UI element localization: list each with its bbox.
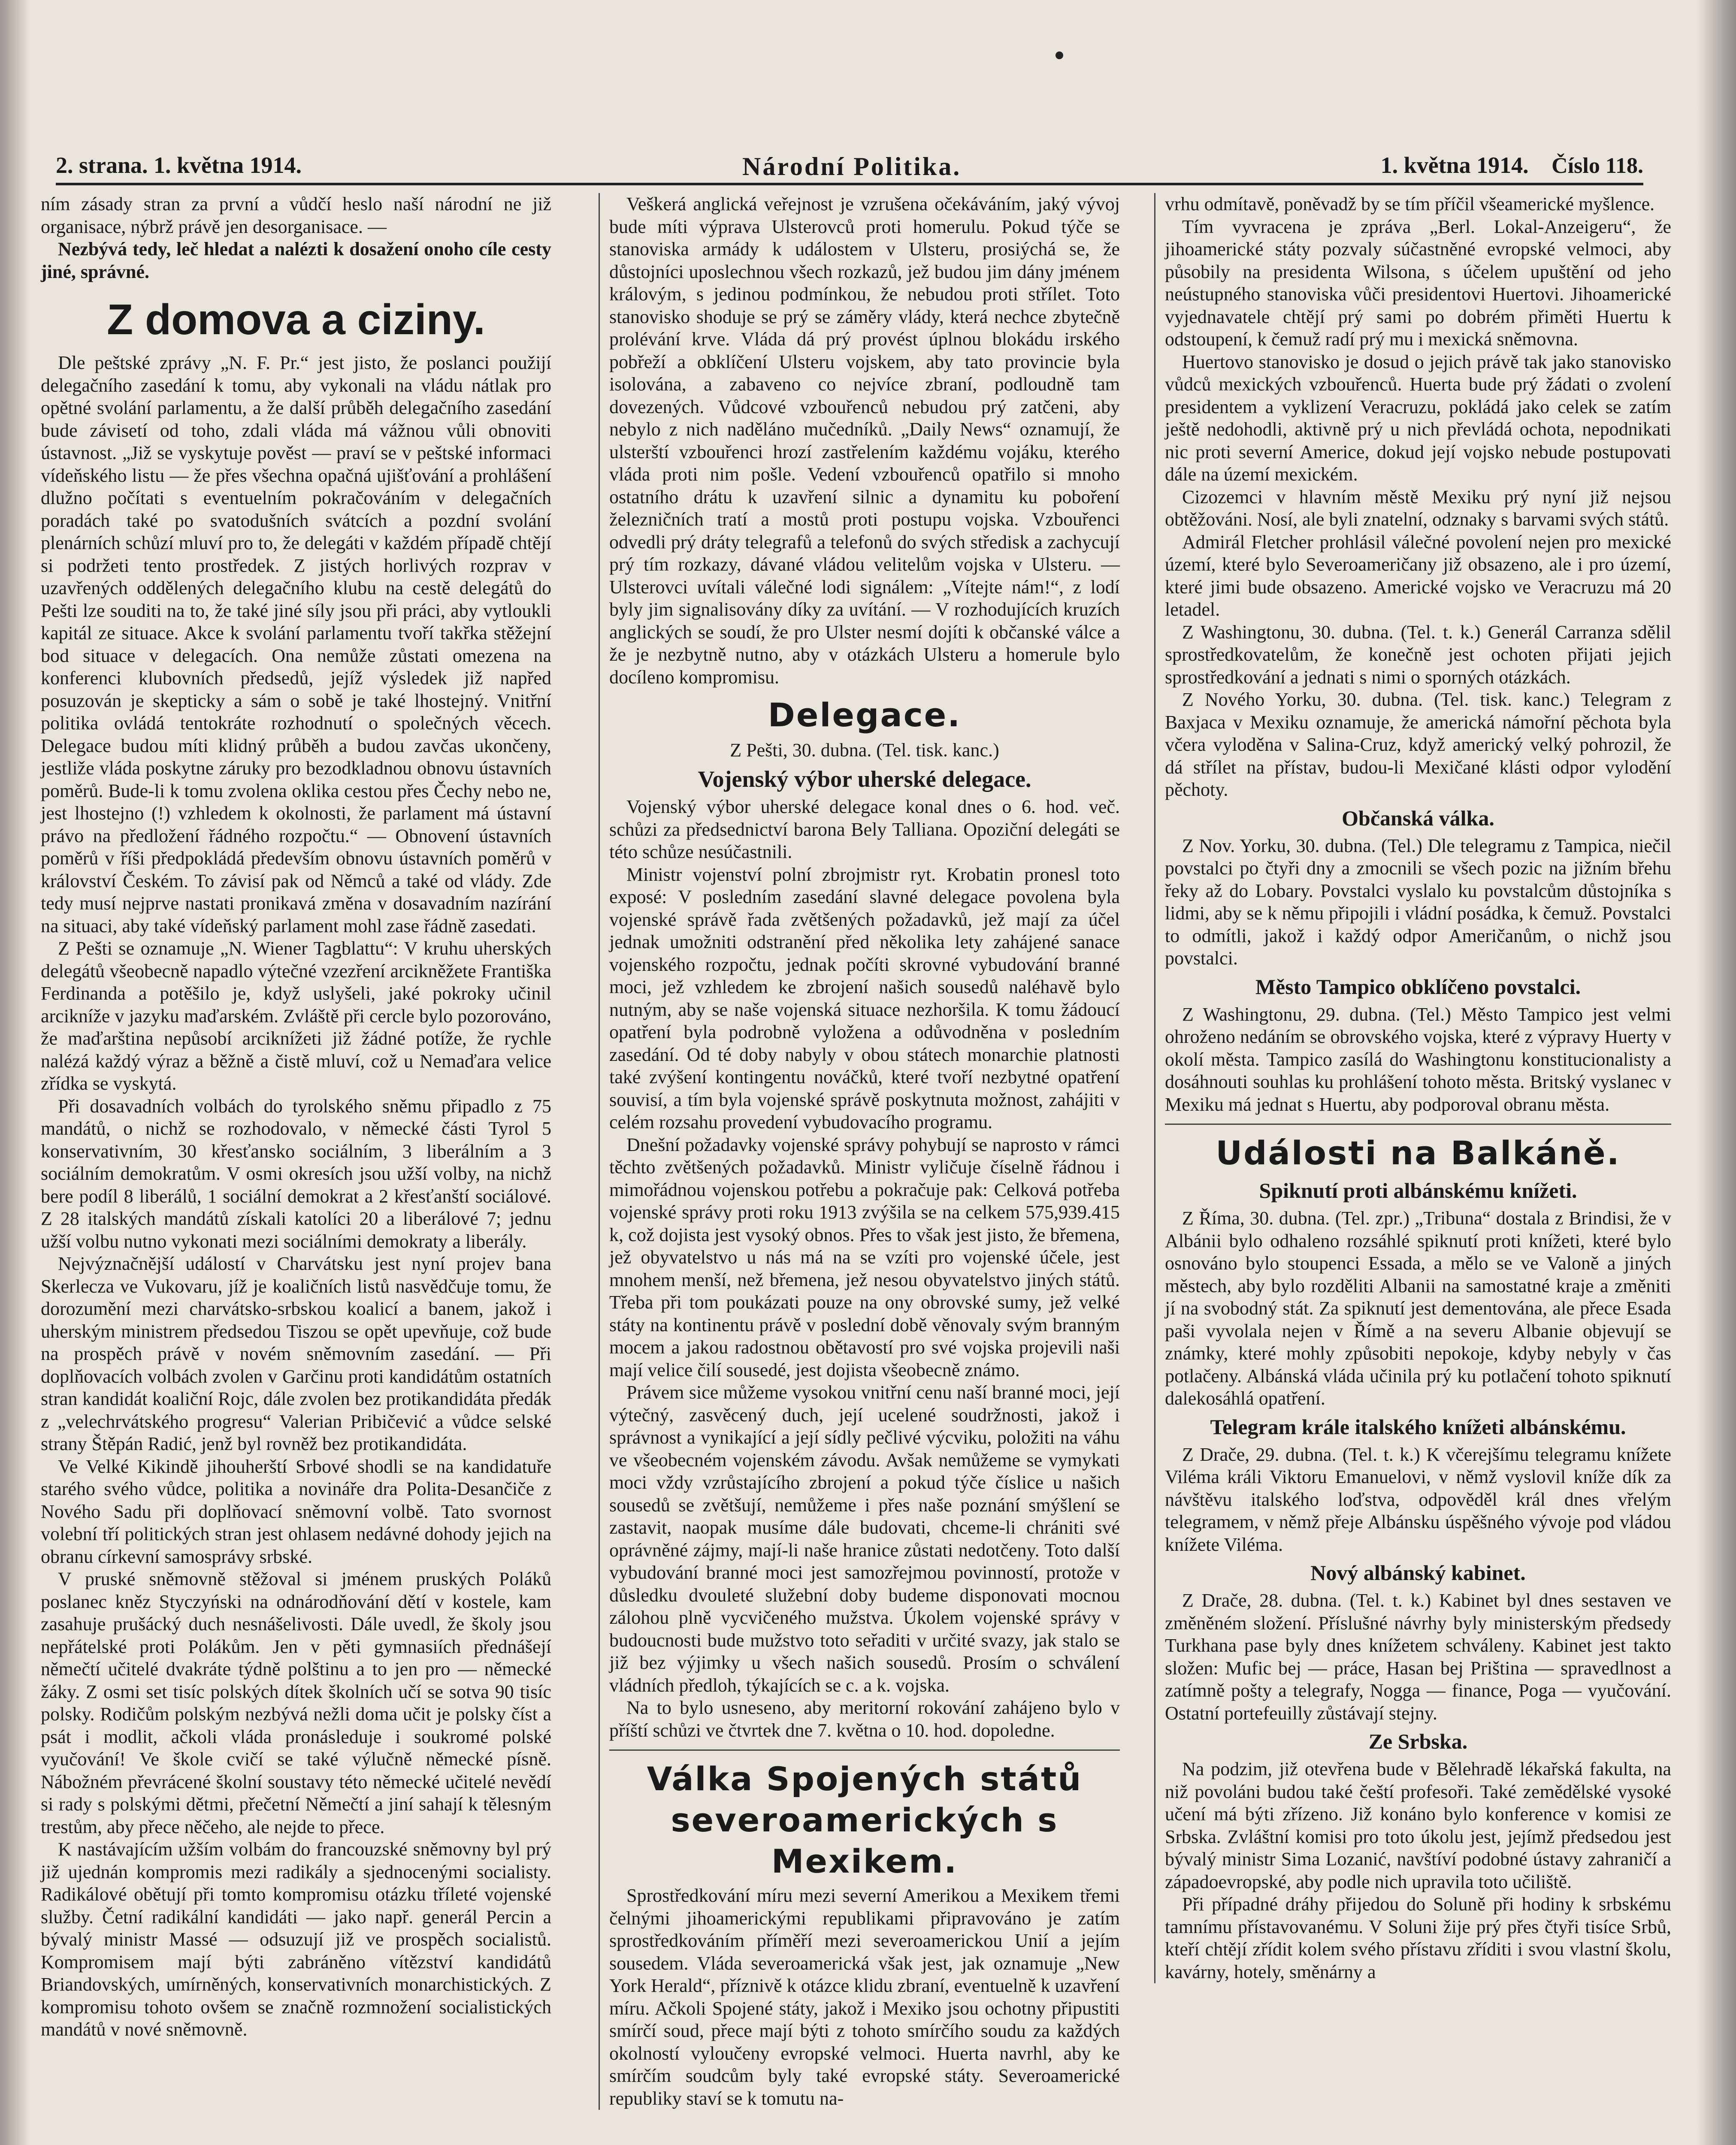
paragraph: Na podzim, již otevřena bude v Bělehradě lékařská fakulta, na niž povoláni budou také čeští profesoři. Také zemědělské vysoké učení má býti zřízeno. Již konáno bylo konference v komisi ze Srbska. Zvláštní komisi pro toto úkolu jest, jejímž předsedou jest bývalý ministr Sima Lozanić, navštíví podobné ústavy zahraničí a západoevropské, aby podle nich upravila toto učiliště. (1165, 1758, 1671, 1892)
paragraph: Nezbývá tedy, leč hledat a nalézti k dosažení onoho cíle cesty jiné, správné. (41, 239, 551, 282)
paragraph: K nastávajícím užším volbám do francouzské sněmovny byl prý již ujednán kompromis mezi radikály a sjednocenými socialisty. Radikálové obětují při tomto kompromisu otázku tříleté vojenské služby. Četní radikální kandidáti — jako např. generál Percin a bývalý ministr Massé — odsuzují již ve prospěch socialistů. Kompromisem mají býti zabráněno vítězství kandidátů Briandovských, umírněných, konservativních monarchistických. Z kompromisu tohoto ovšem se značně rozmnožení socialistických mandátů v nové sněmovně. (41, 1839, 551, 2040)
paragraph: ním zásady stran za první a vůdčí heslo naší národní ne již organisace, nýbrž právě jen desorganisace. — (41, 193, 551, 237)
paragraph: Dle peštské zprávy „N. F. Pr.“ jest jisto, že poslanci použijí delegačního zasedání k tomu, aby vykonali na vládu nátlak pro opětné svolání parlamentu, a že další průběh delegačního zasedání bude závisetí od toho, zdali vláda má vážnou vůli obnoviti ústavnost. „Již se vyskytuje pověst — praví se v peštské informaci vídeňského listu — že přes všechna opačná ujišťování a prohlášení dlužno počítati s eventuelním pokračováním v delegačních poradách také po svatodušních svátcích a pozdní svolání plenárních schůzí mluví pro to, že delegáti v každém případě chtějí si podržeti tento prostředek. Z jistých horlivých rozprav v uzavřených oddělených delegačního klubu na cestě delegátů do Pešti lze souditi na to, že také jiné síly jsou při práci, aby vytloukli kapitál ze situace. Akce k svolání parlamentu tvoří takřka stěžejní bod situace v delegacích. Ona nemůže zůstati omezena na konferenci klubovních předsedů, jejíž výsledek již napřed posuzován je skepticky a sám o sobě je také lhostejný. Vnitřní politika ovládá tentokráte rozhodnutí o společných věcech. Delegace budou míti klidný průběh a budou zavčas ukončeny, jestliže vláda poskytne záruky pro bezodkladnou obnovu ústavních poměrů. Bude-li k tomu zvolena oklika cestou přes Čechy nebo ne, jest lhostejno (!) vzhledem k okolnosti, že parlament má ústavní právo na předložení řádného rozpočtu.“ — Obnovení ústavních poměrů v říši předpokládá především obnovu ústavních poměrů v království Českém. To závisí pak od Němců a také od vlády. Zde tedy musí nejprve nastati pronikavá změna v dosavadním nazírání na situaci, aby také vídeňský parlament mohl zase řádně zasedati. (41, 352, 551, 937)
subheading: Občanská válka. (1342, 806, 1494, 830)
paragraph: Z Drače, 29. dubna. (Tel. t. k.) K včerejšímu telegramu knížete Viléma králi Viktoru Emanuelovi, v němž vyslovil kníže dík za návštěvu italského loďstva, odpověděl král dnes vřelým telegramem, v němž přeje Albánsku úspěšného vývoje pod vládou knížete Viléma. (1165, 1444, 1671, 1555)
paragraph: Z Nového Yorku, 30. dubna. (Tel. tisk. kanc.) Telegram z Baxjaca v Mexiku oznamuje, že americká námořní pěchota byla včera vyloděna v Salina-Cruz, když americký velký pohrozil, že dá střílet na přístav, budou-li Mexičané klásti odpor vylodění pěchoty. (1165, 689, 1671, 800)
subheading: Město Tampico obklíčeno povstalci. (1255, 974, 1581, 999)
page-edge-right (1697, 0, 1736, 2145)
column-2 (599, 193, 1120, 2110)
section-heading: Válka Spojených států severoamerických s Mexikem. (647, 1760, 1083, 1880)
paragraph: Ministr vojenství polní zbrojmistr ryt. Krobatin pronesl toto exposé: V posledním zasedání slavné delegace povolena byla vojenské správě řada zvětšených požadavků, jež mají za účel jednak umožniti odstranění před několika lety zahájené sanace vojenského rozpočtu, jednak počíti skrovné vybudování branné moci, jež vzhledem ke zbrojení našich sousedů naléhavě bylo nutným, aby se naše vojenská situace nezhoršila. K tomu žádoucí opatření byla podrobně vyložena a odůvodněna v posledním zasedání. Od té doby nabyly v obou státech monarchie platnosti také zvýšení kontingentu nováčků, které tvoří nezbytné opatření souvisí, a tím byla vojenské správě poskytnuta možnost, zahájiti v celém rozsahu provedení vybudovacího programu. (609, 864, 1120, 1133)
page-edge-left (0, 0, 30, 2145)
paragraph: Nejvýznačnější událostí v Charvátsku jest nyní projev bana Skerlecza ve Vukovaru, jíž je koaličních listů nasvědčuje tomu, že dorozumění mezi charvátsko-srbskou koalicí a banem, jakož i uherským ministrem předsedou Tiszou se opět upevňuje, což bude na prospěch právě v novém sněmovním zasedání. — Při doplňovacích volbách zvolen v Garčinu proti kandidátům ostatních stran kandidát koaliční Rojc, dále zvolen bez protikandidáta předák z „velechrvátského progresu“ Valerian Pribičević a vůdce selské strany Štěpán Radić, jenž byl rovněž bez protikandidáta. (41, 1253, 551, 1454)
paragraph: Z Nov. Yorku, 30. dubna. (Tel.) Dle telegramu z Tampica, niečil povstalci po čtyři dny a zmocnili se všech pozic na jižním břehu řeky až do Lobary. Povstalci vyslalo ku povstalcům důstojníka s lidmi, aby se k němu připojili i vládní posádka, k čemuž. Povstalci to odmítli, jakož i každý odpor Američanům, o nichž jsou povstalci. (1165, 835, 1671, 969)
masthead (56, 149, 1643, 185)
masthead-number: Číslo 118. (1552, 154, 1643, 178)
paragraph: Ve Velké Kikindě jihouherští Srbové shodli se na kandidatuře starého svého vůdce, politika a novináře dra Polita-Desančiče z Nového Sadu při doplňovací sněmovní volbě. Tato svornost volební tří politických stran jest ohlasem nedávné dohody jejich na obranu církevní samosprávy srbské. (41, 1456, 551, 1567)
paragraph: Sprostředkování míru mezi severní Amerikou a Mexikem třemi čelnými jihoamerickými republikami připravováno je zatím sprostředkováním příměří mezi severoamerickou Unií a jejím sousedem. Vláda severoamerická však jest, jak oznamuje „New York Herald“, příznivě k otázce klidu zbraní, eventuelně k uzavření míru. Ačkoli Spojené státy, jakož i Mexiko jsou ochotny připustiti smírčí soud, přece mají býti z tohoto smírčího soudu za každých okolností vyloučeny evropské velmoci. Huerta navrhl, aby ke smírčím soudcům byly také evropské státy. Severoamerické republiky staví se k tomutu na- (609, 1885, 1120, 2109)
paragraph: Při případné dráhy přijedou do Soluně při hodiny k srbskému tamnímu přístavovanému. V Soluni žije prý přes čtyři tisíce Srbů, kteří chtějí zřídit kolem svého přístavu zříditi i svou vlastní školu, kavárny, hotely, směnárny a (1165, 1894, 1671, 1982)
subheading: Vojenský výbor uherské delegace. (698, 766, 1031, 792)
section-heading: Události na Balkáně. (1216, 1134, 1621, 1172)
paragraph: Veškerá anglická veřejnost je vzrušena očekáváním, jaký vývoj bude míti výprava Ulsterovců proti homerulu. Pokud týče se stanoviska armády k událostem v Ulsteru, prosiýchá se, že důstojníci uposlechnou všech rozkazů, jež budou jim dány jménem královým, s jedinou podmínkou, že nebudou proti střílet. Toto stanovisko shoduje se prý se záměry vlády, která nechce zbytečně prolévání krve. Vláda dá prý provést úplnou blokádu irského pobřeží a obklíčení Ulsteru vojskem, aby tato provincie byla isolována, a zabaveno co nejvíce zbraní, podloudně tam dovezených. Vůdcové vzbouřenců nebudou prý zatčeni, aby nebylo z nich naděláno mučedníků. „Daily News“ oznamují, že ulsterští vzbouřenci hrozí zastřelením každému vojáku, kterého vláda proti nim pošle. Vedení vzbouřenců opatřilo si mnoho ostatního drátu k uzavření silnic a dynamitu ku poboření železničních tratí a mostů proti postupu vojska. Vzbouřenci odvedli prý dráty telegrafů a telefonů do svých středisk a zachycují prý tím rozkazy, dávané vládou velitelům vojska v Ulsteru. — Ulsterovci uvítali válečné lodi signálem: „Vítejte nám!“, z lodí byly jim signalisovány díky za uvítání. — V rozhodujících kruzích anglických se soudí, že pro Ulster nesmí dojíti k občanské válce a že je nezbytně nutno, aby v otázkách Ulsteru a homerule bylo docíleno kompromisu. (609, 193, 1120, 688)
paragraph: Tím vyvracena je zpráva „Berl. Lokal-Anzeigeru“, že jihoamerické státy pozvaly súčastněné evropské velmoci, aby působily na presidenta Wilsona, s účelem upuštění od jeho neústupného stanoviska vůči presidentovi Huertovi. Jihoamerické vyjednavatele chtějí prý sami po dobrém přiměti Huertu k odstoupení, k čemuž radí prý mu i mexická sněmovna. (1165, 216, 1671, 350)
paragraph: Z Washingtonu, 30. dubna. (Tel. t. k.) Generál Carranza sdělil sprostředkovatelům, že konečně jest ochoten přijati jejich sprostředkování a jednati s nimi o sporných otázkách. (1165, 621, 1671, 688)
subheading: Spiknutí proti albánskému knížeti. (1259, 1178, 1577, 1202)
paragraph: Z Pešti se oznamuje „N. Wiener Tagblattu“: V kruhu uherských delegátů všeobecně napadlo výtečné vzezření arcikněžete Františka Ferdinanda a potěšilo je, když uslyšeli, jaké pokroky učinil arcikníže v jazyku maďarském. Zvláště při cercle bylo pozorováno, že maďarština nepůsobí arciknížeti již žádné potíže, že rychle nalézá každý výraz a běžně a čistě mluví, což u Nemaďara velice zřídka se vyskytá. (41, 938, 551, 1094)
paragraph: Z Drače, 28. dubna. (Tel. t. k.) Kabinet byl dnes sestaven ve změněném složení. Příslušné návrhy byly ministerským předsedy Turkhana pase byly dnes knížetem schváleny. Kabinet jest takto složen: Mufic bej — práce, Hasan bej Priština — spravedlnost a zatímně pošty a telegrafy, Nogga — finance, Poga — vyučování. Ostatní portefeuilly zůstávají stejny. (1165, 1590, 1671, 1724)
dateline: Z Pešti, 30. dubna. (Tel. tisk. kanc.) (730, 740, 999, 761)
masthead-date: 1. května 1914. (1380, 152, 1529, 178)
ink-mark (1056, 51, 1063, 59)
subheading: Ze Srbska. (1368, 1729, 1468, 1753)
masthead-page-date: 2. strana. 1. května 1914. (56, 152, 302, 178)
paragraph: vrhu odmítavě, poněvadž by se tím příčil všeamerické myšlence. (1165, 193, 1655, 214)
paragraph: V pruské sněmovně stěžoval si jménem pruských Poláků poslanec kněz Styczyński na odnárodňování dětí v kostele, kam zasahuje prušácký duch nesnášelivosti. Dále uvedl, že školy jsou nepřátelské proti Polákům. Jen v pěti gymnasiích přednášejí němečtí učitelé dvakráte týdně polštinu a to jen pro — německé žáky. Z osmi set tisíc polských dítek školních učí se sotva 90 tisíc polsky. Rodičům polským nezbývá nežli doma učit je polsky číst a psát i modlit, ačkoli vláda pronásleduje i soukromé polské vyučování! Ve škole cvičí se také výlučně německé písně. Nábožném převrácené školní soustavy této německé učitelé nevědí si rady s polskými dětmi, přečetní Němečtí a jiní sahají k tělesným trestům, aby přece něčeho, ale nejde to přece. (41, 1568, 551, 1837)
subheading: Nový albánský kabinet. (1310, 1561, 1526, 1585)
paragraph: Dnešní požadavky vojenské správy pohybují se naprosto v rámci těchto zvětšených požadavků. Ministr vyličuje číselně řádnou i mimořádnou vojenskou potřebu a pokračuje pak: Celková potřeba vojenské správy proti roku 1913 zvýšila se na celkem 575,939.415 k, což dojista jest vysoký obnos. Přes to však jest jisto, že břemena, jež obyvatelstvo u nás má na se vzíti pro vojenské účele, jest mnohem menší, než břemena, jež nesou obyvatelstvo jiných států. Třeba při tom poukázati pouze na ony obrovské sumy, jež velké státy na kontinentu právě v poslední době věnovaly svým branným mocem a jakou radostnou obětavostí pro své vojska projevili naši mají velice čilí sousedé, jest dojista všeobecně známo. (609, 1134, 1120, 1381)
paragraph: Vojenský výbor uherské delegace konal dnes o 6. hod. več. schůzi za předsednictví barona Bely Tallianа. Opoziční delegáti se této schůze nesúčastnili. (609, 796, 1120, 862)
paragraph: Huertovo stanovisko je dosud o jejich právě tak jako stanovisko vůdců mexických vzbouřenců. Huerta bude prý žádati o zvolení presidentem a vyklizení Veracruzu, pokládá jako celek se zatím ještě nedohodli, aktivně prý u nich převládá ochota, nepodnikati nic proti severní Americe, dokud její vojsko nebude postupovati dále na území mexickém. (1165, 351, 1671, 485)
section-heading: Delegace. (768, 696, 962, 734)
masthead-issue (1381, 152, 1643, 178)
paragraph: Z Říma, 30. dubna. (Tel. zpr.) „Tribuna“ dostala z Brindisi, že v Albánii bylo odhaleno rozsáhlé spiknutí proti knížeti, které bylo osnováno bylo stoupenci Essada, a mělo se ve Valoně a jiných městech, aby bylo rozděliti Albanii na samostatné kraje a změniti jí na svobodný stát. Za spiknutí jest dementována, ale přece Esada paši vyvolala nejen v Římě a na severu Albanie objevují se známky, které mohly způsobiti nepokoje, kdyby nebyly v čas potlačeny. Albánská vláda učinila prý ku potlačení tohoto spiknutí dalekosáhlá opatření. (1165, 1208, 1671, 1409)
paragraph: Cizozemci v hlavním městě Mexiku prý nyní již nejsou obtěžováni. Nosí, ale byli znatelní, odznaky s barvami svých států. (1165, 486, 1671, 530)
section-heading: Z domova a ciziny. (107, 296, 485, 344)
column-3 (1154, 193, 1671, 1983)
divider (1165, 1124, 1671, 1125)
paragraph: Admirál Fletcher prohlásil válečné povolení nejen pro mexické území, které bylo Severoameričany již obsazeno, ale i pro území, které jimi bude obsazeno. Americké vojsko ve Veracruzu má 20 letadel. (1165, 531, 1671, 620)
subheading: Telegram krále italského knížeti albánskému. (1210, 1414, 1626, 1439)
paragraph: Při dosavadních volbách do tyrolského sněmu připadlo z 75 mandátů, o nichž se rozhodovalo, v německé části Tyrol 5 konservativním, 30 křesťansko sociálním, 3 liberálním a 3 sociálním demokratům. V osmi okresích jsou užší volby, na nichž bere podíl 8 liberálů, 1 sociální demokrat a 2 křesťanští sociálové. Z 28 italských mandátů získali katolíci 20 a liberálové 7; jednu užší volbu nutno vykonati mezi sociálními demokraty a liberály. (41, 1095, 551, 1252)
paragraph: Na to bylo usneseno, aby meritorní rokování zahájeno bylo v příští schůzi ve čtvrtek dne 7. května o 10. hod. dopoledne. (609, 1697, 1120, 1741)
divider (609, 1749, 1120, 1751)
column-1 (41, 193, 551, 2041)
paragraph: Z Washingtonu, 29. dubna. (Tel.) Město Tampico jest velmi ohroženo nedáním se obrovského vojska, které z výpravy Huerty v okolí města. Tampico zasílá do Washingtonu konstitucionalisty a dosáhnouti souhlas ku prohlášení tohoto města. Britský vyslanec v Mexiku má jednat s Huertu, aby podporoval obranu města. (1165, 1003, 1671, 1115)
paragraph: Právem sice můžeme vysokou vnitřní cenu naší branné moci, její výtečný, zasvěcený duch, její ucelené soudržnosti, jakož i správnost a vynikající a její sídly pečlivé výcviku, položiti na váhu ve všeobecném vojenském závodu. Avšak nemůžeme se vymykati moci vždy vzrůstajícího zbrojení a pokud týče číslice u našich sousedů se zvětšují, nemůžeme i přes naše poznání smýšlení se zastavit, naopak musíme dále budovati, chceme-li chrániti své oprávněné zájmy, mají-li naše hranice zůstati nedotčeny. Toto další vybudování branné moci jest samozřejmou povinností, protože v důsledku dvouleté služební doby budeme disponovati mocnou zálohou plně vycvičeného mužstva. Úkolem vojenské správy v budoucnosti bude mužstvo toto seřaditi v určité svazy, jak stalo se již bez výjimky u všech našich sousedů. Prosím o schválení vládních předloh, týkajících se c. a k. vojska. (609, 1382, 1120, 1696)
masthead-title: Národní Politika. (742, 152, 962, 181)
